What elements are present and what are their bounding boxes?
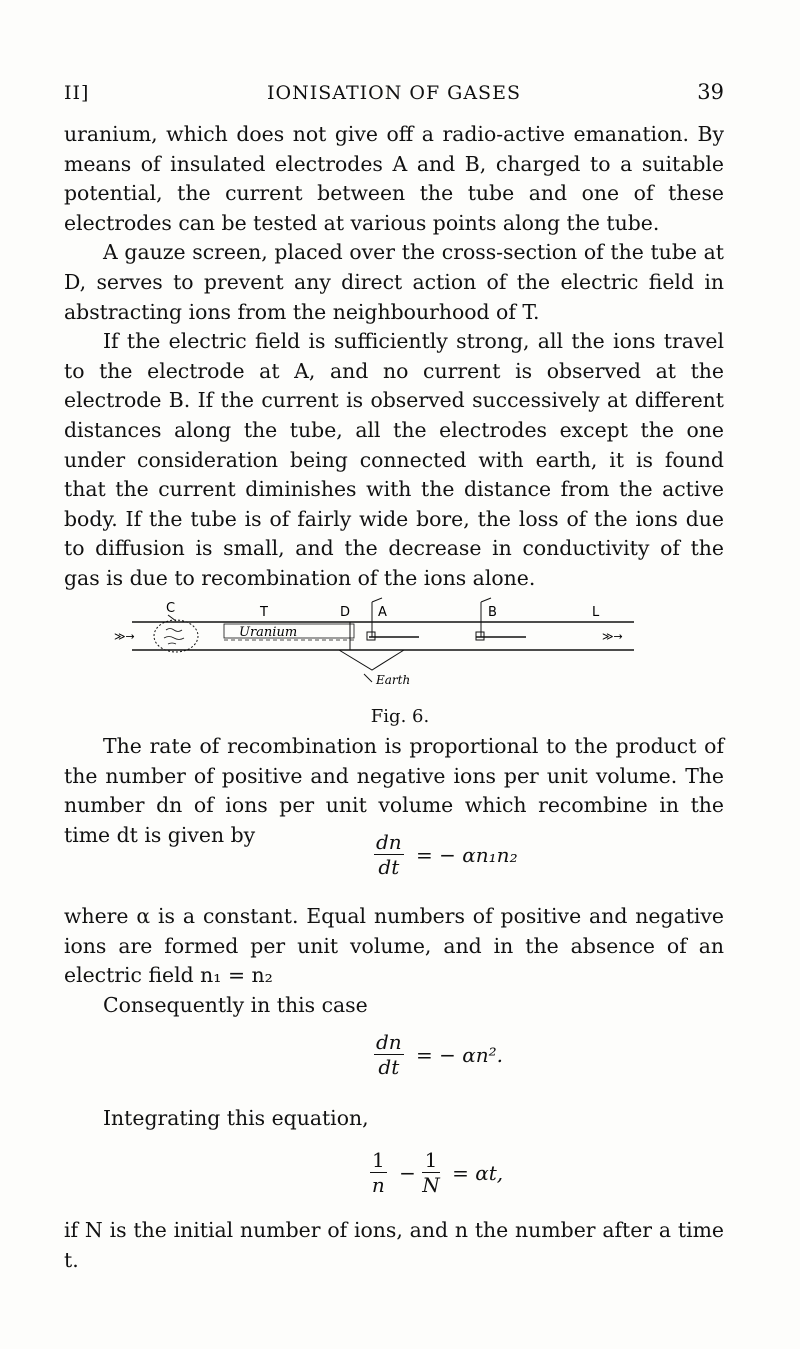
earth-connection [339, 650, 404, 670]
eq1-denominator: dt [378, 855, 400, 879]
eq3-denominator-1: n [371, 1173, 385, 1197]
eq2-numerator: dn [376, 1030, 402, 1054]
eq3-fraction-2 [422, 1148, 440, 1197]
label-b: B [488, 605, 497, 620]
paragraph-continuation [64, 120, 724, 594]
eq1-fraction [374, 830, 404, 879]
eq2-rhs: = − αn². [416, 1042, 504, 1067]
label-c: C [166, 601, 176, 616]
outflow-arrow-icon: ≫→ [602, 630, 623, 643]
label-d: D [340, 605, 351, 620]
eq1-rhs: = − αn₁n₂ [416, 842, 518, 867]
eq3-numerator-1: 1 [372, 1148, 385, 1172]
paragraph-h: if N is the initial number of ions, and n the number after a time t. [64, 1218, 724, 1272]
label-a: A [378, 605, 387, 620]
section-number: II] [64, 82, 90, 104]
figure-caption: Fig. 6. [370, 706, 430, 727]
label-t: T [260, 605, 268, 620]
closing-paragraph [64, 1216, 724, 1275]
paragraph-g: Integrating this equation, [103, 1106, 369, 1130]
paragraph-e: where α is a constant. Equal numbers of positive and negative ions are formed per unit volume, and in the absence of an electric field n₁ = n₂ [64, 904, 724, 988]
label-earth: Earth [376, 673, 411, 687]
equation-1 [374, 830, 518, 879]
paragraph-b: A gauze screen, placed over the cross-section of the tube at D, serves to prevent any direct action of the electric field in abstracting ions from the neighbourhood of T. [64, 240, 724, 324]
eq3-minus: − [399, 1160, 416, 1185]
equation-2 [374, 1030, 503, 1079]
integration-paragraph [64, 1104, 724, 1134]
running-header [64, 76, 724, 106]
paragraph-d: The rate of recombination is proportional to the product of the number of positive and negative ions per unit volume. The number dn of ions per unit volume which recombine in the time dt is given by [64, 734, 724, 847]
label-l: L [592, 605, 600, 620]
paragraph-f: Consequently in this case [103, 992, 368, 1017]
running-title: IONISATION OF GASES [267, 82, 521, 104]
eq3-denominator-2: N [422, 1173, 440, 1197]
eq1-numerator: dn [376, 830, 402, 854]
paragraph-c: If the electric field is sufficiently strong, all the ions travel to the electrode at A, and no current is observed at the electrode B. If the current is observed successively at different distances along the tube, all the electrodes except the one under consideration being connected with earth, it is found that the current diminishes with the distance from the active body. If the tube is of fairly wide bore, the loss of the ions due to diffusion is small, and the decrease in conductivity of the gas is due to recombination of the ions alone. [64, 329, 724, 590]
eq3-rhs: = αt, [452, 1160, 504, 1185]
inflow-arrow-icon: ≫→ [114, 630, 135, 643]
paragraph-a: uranium, which does not give off a radio-active emanation. By means of insulated electrodes A and B, charged to a suitable potential, the current between the tube and one of these electrodes can be tested at various points along the tube. [64, 122, 724, 235]
cotton-fibres [164, 629, 184, 645]
cotton-plug [154, 620, 198, 652]
eq2-denominator: dt [378, 1055, 400, 1079]
constant-paragraph [64, 902, 724, 1020]
page-number: 39 [697, 80, 724, 104]
eq2-fraction [374, 1030, 404, 1079]
equation-3 [370, 1148, 503, 1197]
label-uranium: Uranium [239, 625, 298, 640]
eq3-fraction-1 [370, 1148, 387, 1197]
apparatus-diagram [114, 592, 654, 687]
eq3-numerator-2: 1 [422, 1148, 440, 1173]
